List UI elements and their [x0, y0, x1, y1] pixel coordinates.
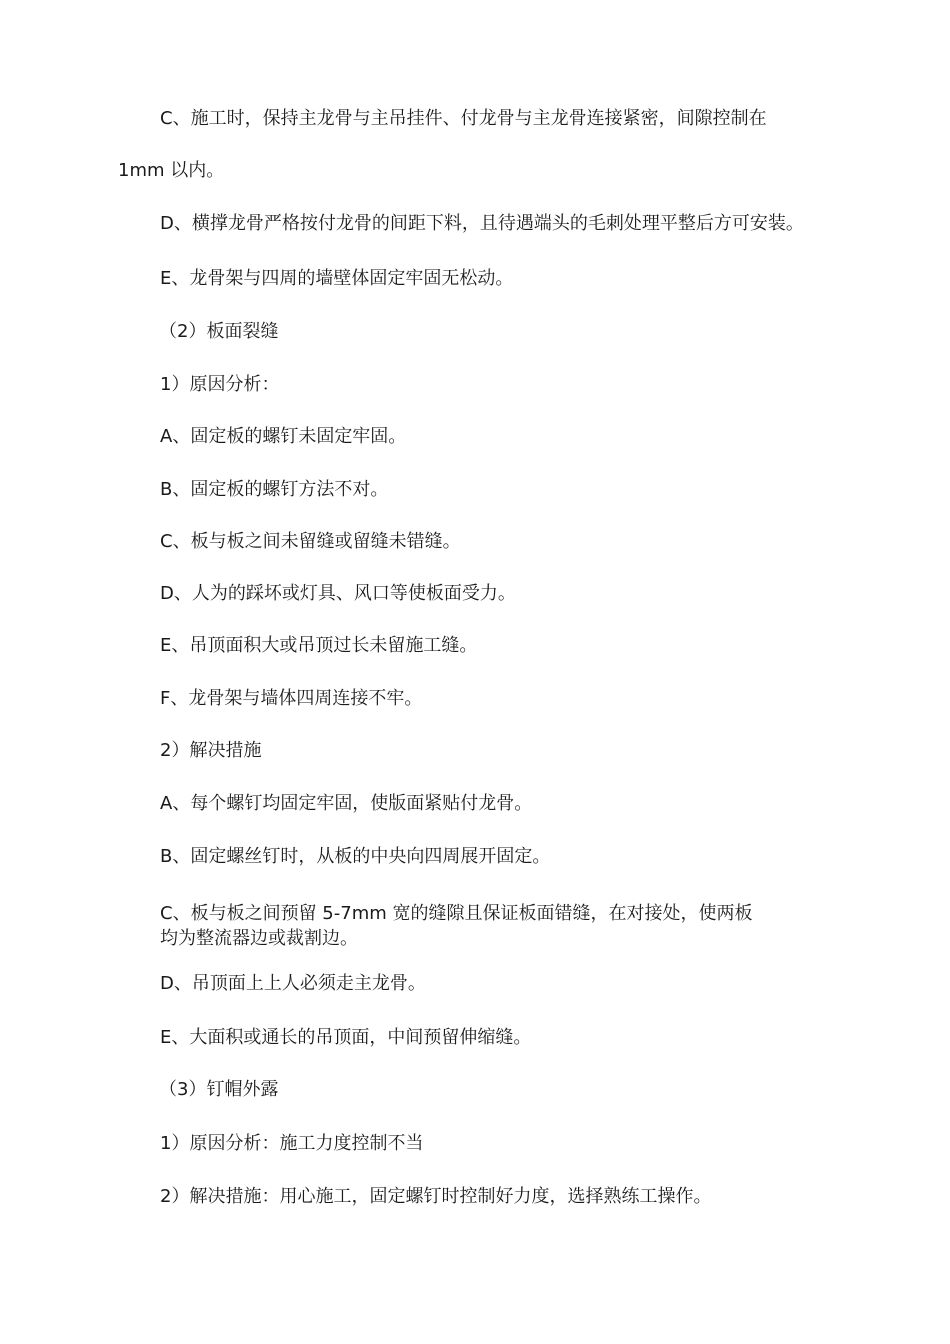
text-line: C、板与板之间预留 5-7mm 宽的缝隙且保证板面错缝，在对接处，使两板 — [160, 903, 753, 924]
text-line: 均为整流器边或裁割边。 — [160, 928, 358, 949]
text-line: C、施工时，保持主龙骨与主吊挂件、付龙骨与主龙骨连接紧密，间隙控制在 — [160, 108, 767, 129]
text-line: A、每个螺钉均固定牢固，使版面紧贴付龙骨。 — [160, 793, 533, 814]
text-line: B、固定螺丝钉时，从板的中央向四周展开固定。 — [160, 846, 551, 867]
section-heading: （3）钉帽外露 — [159, 1079, 279, 1100]
text-line: F、龙骨架与墙体四周连接不牢。 — [160, 688, 423, 709]
text-line: B、固定板的螺钉方法不对。 — [160, 479, 389, 500]
subsection-heading: 1）原因分析：施工力度控制不当 — [160, 1133, 424, 1154]
text-line: A、固定板的螺钉未固定牢固。 — [160, 426, 407, 447]
text-line: E、大面积或通长的吊顶面，中间预留伸缩缝。 — [160, 1027, 532, 1048]
subsection-heading: 1）原因分析： — [160, 374, 280, 395]
text-line: D、人为的踩坏或灯具、风口等使板面受力。 — [160, 583, 516, 604]
text-line: D、横撑龙骨严格按付龙骨的间距下料，且待遇端头的毛刺处理平整后方可安装。 — [160, 213, 804, 234]
section-heading: （2）板面裂缝 — [159, 321, 279, 342]
subsection-heading: 2）解决措施 — [160, 740, 262, 761]
text-line: C、板与板之间未留缝或留缝未错缝。 — [160, 531, 461, 552]
text-line: E、吊顶面积大或吊顶过长未留施工缝。 — [160, 635, 478, 656]
subsection-heading: 2）解决措施：用心施工，固定螺钉时控制好力度，选择熟练工操作。 — [160, 1186, 712, 1207]
text-line: 1mm 以内。 — [118, 160, 225, 181]
text-line: D、吊顶面上上人必须走主龙骨。 — [160, 973, 426, 994]
text-line: E、龙骨架与四周的墙壁体固定牢固无松动。 — [160, 268, 514, 289]
